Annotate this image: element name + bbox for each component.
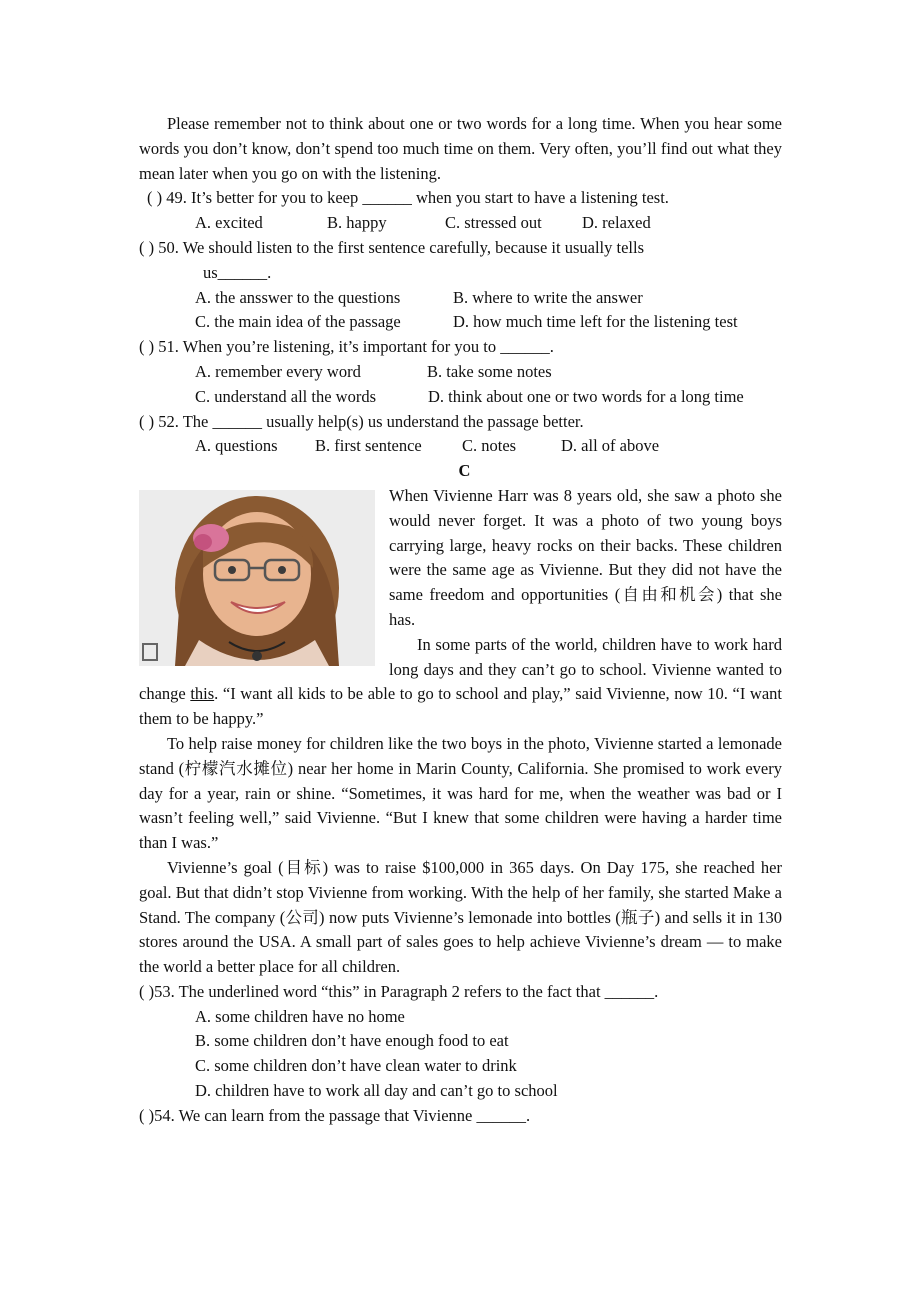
- question-52-options: [195, 434, 782, 459]
- section-heading: C: [458, 461, 471, 481]
- option-b: B. happy: [327, 213, 387, 233]
- section-c-paragraph-1: When Vivienne Harr was 8 years old, she saw a photo she would never forget. It was a photo of two young boys carrying large, heavy rocks on their backs. These children were the same age as Vivienne. But they did not have the same freedom and opportunities (自由和机会) that she has.: [389, 485, 782, 629]
- option-d: D. how much time left for the listening test: [453, 312, 738, 332]
- option-d: D. all of above: [561, 436, 660, 456]
- question-53-option-d: D. children have to work all day and can’t go to school: [195, 1081, 558, 1101]
- question-51-options-row2: [195, 385, 782, 410]
- question-53-option-b: B. some children don’t have enough food to eat: [195, 1031, 509, 1051]
- option-a: A. questions: [195, 436, 278, 456]
- question-53: ( )53. The underlined word “this” in Paragraph 2 refers to the fact that ______.: [139, 981, 659, 1001]
- intro-paragraph: Please remember not to think about one or two words for a long time. When you hear some words you don’t know, don’t spend too much time on them. Very often, you’ll find out what they mean later when you go on with the listening.: [139, 114, 782, 183]
- option-b: B. where to write the answer: [453, 287, 643, 307]
- question-53-option-c: C. some children don’t have clean water to drink: [195, 1056, 517, 1076]
- option-a: A. remember every word: [195, 361, 361, 381]
- question-49: ( ) 49. It’s better for you to keep ______ when you start to have a listening test.: [147, 188, 669, 208]
- option-a: A. the ansswer to the questions: [195, 287, 401, 307]
- option-a: A. excited: [195, 213, 263, 233]
- question-54: ( )54. We can learn from the passage that Vivienne ______.: [139, 1105, 531, 1125]
- underlined-word-this: this: [190, 684, 215, 704]
- question-49-options: [195, 211, 782, 236]
- option-c: C. stressed out: [445, 213, 542, 233]
- question-50-options-row2: [195, 310, 782, 335]
- question-53-option-a: A. some children have no home: [195, 1006, 405, 1026]
- question-51-options-row1: [195, 360, 782, 385]
- paragraph-2-text: In some parts of the world, children have to work hard long days and they can’t go to school. Vivienne wanted to change: [139, 634, 782, 704]
- girl-portrait-image: [139, 490, 375, 666]
- section-c-paragraph-3: To help raise money for children like the two boys in the photo, Vivienne started a lemonade stand (柠檬汽水摊位) near her home in Marin County, California. She promised to work every day for a year, rain or shine. “Sometimes, it was hard for me, when the weather was bad or I wasn’t feeling well,” said Vivienne. “But I knew that some children were having a harder time than I was.”: [139, 733, 782, 853]
- girl-photo: [139, 490, 375, 666]
- option-c: C. the main idea of the passage: [195, 312, 401, 332]
- option-d: D. relaxed: [582, 213, 651, 233]
- option-c: C. understand all the words: [195, 386, 377, 406]
- paragraph-2-text-end: . “I want all kids to be able to go to school and play,” said Vivienne, now 10. “I want them to be happy.”: [139, 684, 782, 729]
- question-50-continuation: us______.: [203, 262, 272, 282]
- question-51: ( ) 51. When you’re listening, it’s important for you to ______.: [139, 337, 554, 357]
- section-c-paragraph-4: Vivienne’s goal (目标) was to raise $100,000 in 365 days. On Day 175, she reached her goal. But that didn’t stop Vivienne from working. With the help of her family, she started Make a Stand. The company (公司) now puts Vivienne’s lemonade into bottles (瓶子) and sells it in 130 stores around the USA. A small part of sales goes to help achieve Vivienne’s dream — to make the world a better place for all children.: [139, 857, 782, 977]
- worksheet-page: [139, 112, 782, 1129]
- question-50-options-row1: [195, 286, 782, 311]
- option-b: B. first sentence: [315, 436, 422, 456]
- option-c: C. notes: [462, 436, 517, 456]
- question-52: ( ) 52. The ______ usually help(s) us understand the passage better.: [139, 411, 584, 431]
- option-b: B. take some notes: [427, 361, 552, 381]
- question-50: ( ) 50. We should listen to the first sentence carefully, because it usually tells: [139, 237, 644, 257]
- option-d: D. think about one or two words for a long time: [428, 386, 744, 406]
